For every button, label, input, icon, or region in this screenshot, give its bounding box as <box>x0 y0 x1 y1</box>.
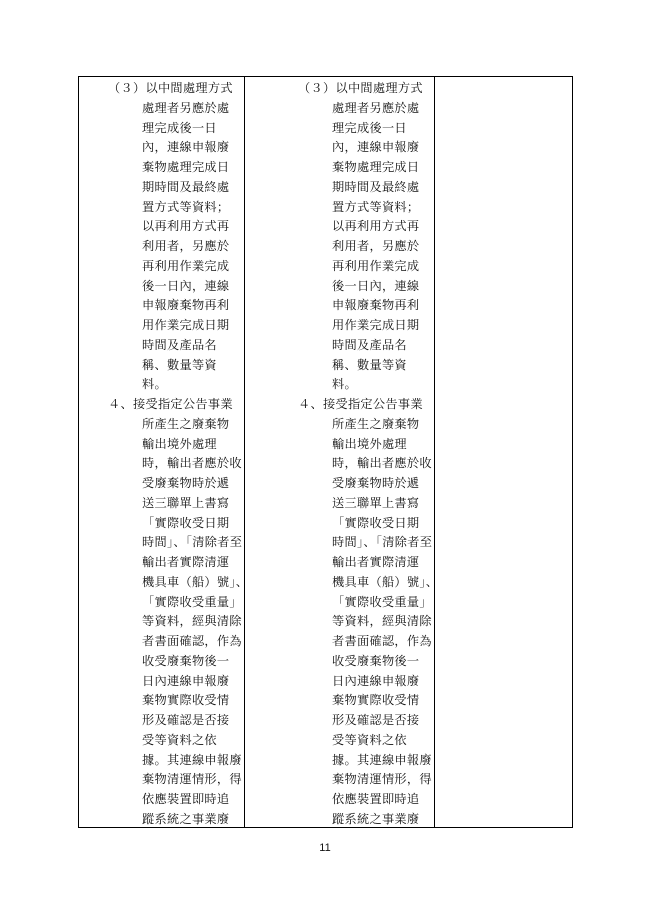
text-line: 據。其連線申報廢 <box>142 752 242 767</box>
text-line: 置方式等資料； <box>332 199 420 214</box>
text-line: 據。其連線申報廢 <box>332 752 432 767</box>
text-line: 期時間及最終處 <box>142 179 230 194</box>
column-divider-2 <box>434 77 435 827</box>
text-line: 日內連線申報廢 <box>142 673 230 688</box>
text-line: 等資料，經與清除 <box>332 614 432 629</box>
text-line: 送三聯單上書寫 <box>332 495 420 510</box>
text-line: 棄物實際收受情 <box>142 693 230 708</box>
text-line: 棄物清運情形，得 <box>332 772 432 787</box>
text-line: 輸出者實際清運 <box>142 555 230 569</box>
text-line: 用作業完成日期 <box>142 318 230 332</box>
text-line: 機具車（船）號」、 <box>332 574 439 589</box>
text-line: 「實際收受日期 <box>332 515 420 530</box>
text-line: 期時間及最終處 <box>332 179 420 194</box>
text-line: 稱、數量等資 <box>332 357 407 372</box>
text-line: 收受廢棄物後一 <box>332 653 420 668</box>
text-line: 受廢棄物時於遞 <box>142 476 230 490</box>
text-line: 收受廢棄物後一 <box>142 653 230 668</box>
text-line: 以再利用方式再 <box>332 219 420 234</box>
text-line: 處理者另應於處 <box>332 100 420 115</box>
text-line: 輸出境外處理 <box>142 436 217 451</box>
text-line: 「實際收受日期 <box>142 515 230 530</box>
text-line: ４、接受指定公告事業 <box>298 397 423 411</box>
text-line: ４、接受指定公告事業 <box>108 397 233 411</box>
text-line: 所產生之廢棄物 <box>142 416 230 431</box>
text-line: 受等資料之依 <box>332 732 407 747</box>
text-line: 再利用作業完成 <box>142 258 230 273</box>
text-line: 時間及產品名 <box>142 337 217 352</box>
text-line: 理完成後一日 <box>142 120 217 135</box>
text-line: 棄物實際收受情 <box>332 693 420 708</box>
text-line: 以再利用方式再 <box>142 219 230 234</box>
text-line: 蹤系統之事業廢 <box>142 811 230 826</box>
text-line: 棄物處理完成日 <box>332 160 420 174</box>
text-line: 依應裝置即時追 <box>332 792 420 806</box>
text-line: 理完成後一日 <box>332 120 407 135</box>
text-line: 利用者，另應於 <box>332 239 420 253</box>
text-line: 處理者另應於處 <box>142 100 230 115</box>
text-line: 時間」、「清除者至 <box>332 535 433 550</box>
column-divider-1 <box>244 77 245 827</box>
text-line: 「實際收受重量」 <box>332 594 432 609</box>
text-line: 棄物清運情形，得 <box>142 772 242 787</box>
text-line: 機具車（船）號」、 <box>142 574 249 589</box>
page-number: 11 <box>319 842 331 854</box>
text-line: 時，輸出者應於收 <box>332 456 432 471</box>
text-line: 時間」、「清除者至 <box>142 535 243 550</box>
text-line: 受廢棄物時於遞 <box>332 476 420 490</box>
text-line: 棄物處理完成日 <box>142 160 230 174</box>
text-line: 後一日內，連線 <box>332 278 420 293</box>
text-line: 申報廢棄物再利 <box>332 298 420 313</box>
text-line: 形及確認是否接 <box>332 713 420 727</box>
text-line: （３）以中間處理方式 <box>298 81 423 95</box>
text-line: 時，輸出者應於收 <box>142 456 242 471</box>
text-line: 等資料，經與清除 <box>142 614 242 629</box>
comparison-table <box>78 76 573 828</box>
text-line: 蹤系統之事業廢 <box>332 811 420 826</box>
text-line: 所產生之廢棄物 <box>332 416 420 431</box>
text-line: 再利用作業完成 <box>332 258 420 273</box>
text-line: 送三聯單上書寫 <box>142 495 230 510</box>
text-line: 料。 <box>332 377 357 392</box>
text-line: 依應裝置即時追 <box>142 792 230 806</box>
text-line: 者書面確認，作為 <box>332 634 432 648</box>
text-line: 置方式等資料； <box>142 199 230 214</box>
text-line: 利用者，另應於 <box>142 239 230 253</box>
text-line: 形及確認是否接 <box>142 713 230 727</box>
text-line: 料。 <box>142 377 167 392</box>
text-line: （３）以中間處理方式 <box>108 81 233 95</box>
text-line: 內，連線申報廢 <box>332 140 420 155</box>
text-line: 受等資料之依 <box>142 732 217 747</box>
text-line: 日內連線申報廢 <box>332 673 420 688</box>
text-line: 「實際收受重量」 <box>142 594 242 609</box>
text-line: 者書面確認，作為 <box>142 634 242 648</box>
text-line: 稱、數量等資 <box>142 357 217 372</box>
text-line: 後一日內，連線 <box>142 278 230 293</box>
text-line: 用作業完成日期 <box>332 318 420 332</box>
text-line: 輸出者實際清運 <box>332 555 420 569</box>
text-line: 輸出境外處理 <box>332 436 407 451</box>
text-line: 申報廢棄物再利 <box>142 298 230 313</box>
text-line: 時間及產品名 <box>332 337 407 352</box>
text-line: 內，連線申報廢 <box>142 140 230 155</box>
